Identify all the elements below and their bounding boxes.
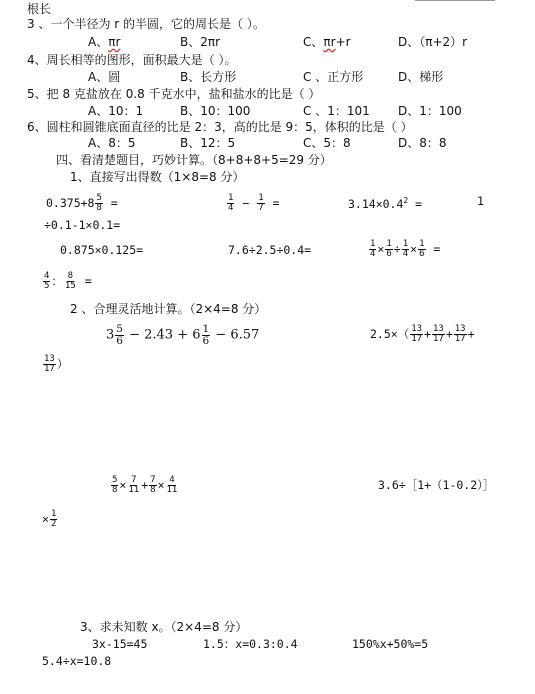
q6-stem: 6、圆柱和圆锥底面直径的比是 2：3，高的比是 9：5，体积的比是（ ）	[27, 120, 413, 134]
part-3-title: 3、求未知数 x。（2×4=8 分）	[80, 620, 248, 634]
equation-3: 150%x+50%=5	[352, 637, 429, 651]
calc-2: 2.5×（ $\frac{13}{17}$ + $\frac{13}{17}$ + $\frac{13}{17}$ +	[370, 324, 475, 344]
q3-option-c: C、πr+r	[303, 35, 351, 49]
expr-7: $\frac{1}{4}$ × $\frac{1}{6}$ ÷ $\frac{1}{4}$ × $\frac{1}{6}$ =	[370, 239, 441, 259]
equation-2: 1.5：x=0.3:0.4	[203, 637, 298, 651]
expr-2: $\frac{1}{4}$ − $\frac{1}{7}$ =	[228, 193, 280, 213]
top-fragment: 根长	[27, 2, 52, 16]
calc-3: $\frac{5}{8}$ × $\frac{7}{11}$ + $\frac{7}{8}$ × $\frac{4}{11}$	[112, 475, 178, 495]
expr-5: 0.875×0.125=	[60, 243, 144, 257]
calc-4-wrap: × $\frac{1}{2}$	[42, 509, 57, 529]
q5-option-d: D、1：100	[398, 104, 462, 118]
expr-3: $3.14\times 0.4^2$ =	[348, 196, 423, 211]
q5-option-b: B、10：100	[180, 104, 251, 118]
q6-option-c: C、5：8	[303, 136, 351, 150]
expr-4-start: 1	[477, 194, 484, 208]
q4-option-d: D、梯形	[398, 70, 444, 84]
expr-8: $\frac{4}{5}$ ： $\frac{8}{15}$ =	[44, 271, 92, 291]
q3-option-b: B、2πr	[180, 35, 221, 49]
part-2-title: 2 、合理灵活地计算。（2×4=8 分）	[70, 302, 267, 316]
expr-4-wrap: ÷0.1-1×0.1=	[44, 218, 121, 232]
q3-option-a: A、πr	[88, 35, 121, 49]
equation-1: 3x-15=45	[92, 637, 148, 651]
calc-4: 3.6÷［1+（1-0.2）］	[378, 478, 495, 492]
q3-stem: 3 、一个半径为 r 的半圆，它的周长是（ ）。	[27, 17, 265, 31]
expr-6: 7.6÷2.5÷0.4=	[228, 243, 312, 257]
q4-option-c: C 、正方形	[303, 70, 364, 84]
q6-option-d: D、8：8	[398, 136, 447, 150]
section-4-title: 四、看清楚题目，巧妙计算。（8+8+8+5=29 分）	[56, 153, 332, 167]
q5-option-a: A、10：1	[88, 104, 144, 118]
expr-1: 0.375+8 $\frac{5}{8}$ =	[46, 193, 118, 213]
q6-option-b: B、12：5	[180, 136, 236, 150]
q4-stem: 4、周长相等的图形，面积最大是（ ）。	[27, 53, 237, 67]
q3-option-d: D、（π+2）r	[398, 35, 468, 49]
q4-option-b: B、长方形	[180, 70, 237, 84]
q4-option-a: A、圆	[88, 70, 121, 84]
calc-2-wrap: $\frac{13}{17}$ ）	[44, 354, 69, 374]
part-1-title: 1、直接写出得数（1×8=8 分）	[70, 170, 245, 184]
q5-stem: 5、把 8 克盐放在 0.8 千克水中，盐和盐水的比是（ ）	[27, 87, 321, 101]
q6-option-a: A、8：5	[88, 136, 136, 150]
q5-option-c: C 、1：101	[303, 104, 370, 118]
calc-1: 3 $\frac{5}{6}$ − 2.43 + 6 $\frac{1}{6}$ − 6.57	[106, 323, 260, 347]
equation-4: 5.4÷x=10.8	[42, 654, 112, 668]
page-edge-line	[415, 0, 495, 1]
